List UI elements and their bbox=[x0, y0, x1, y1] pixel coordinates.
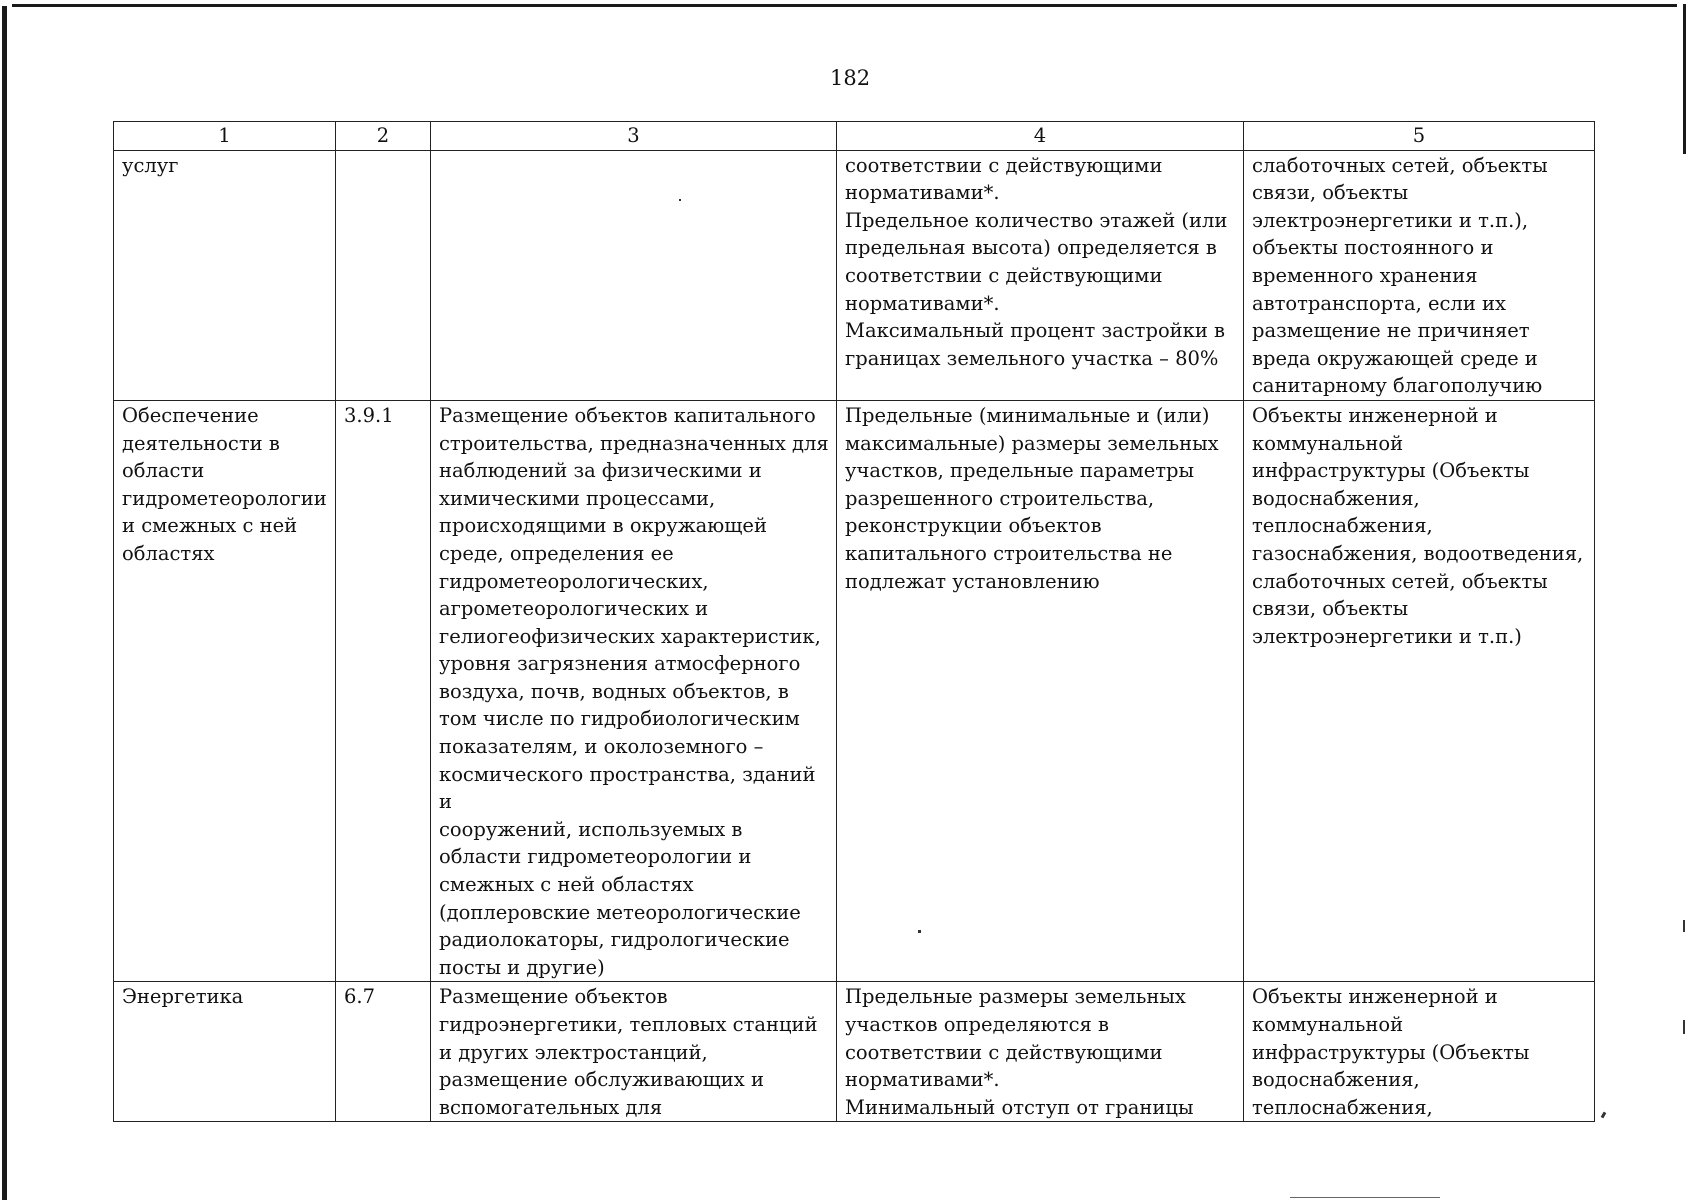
table-row bbox=[114, 150, 1595, 400]
scan-speck bbox=[1683, 920, 1685, 932]
column-header-5: 5 bbox=[1244, 122, 1595, 151]
row-3-col-3 bbox=[431, 982, 837, 1122]
land-use-table bbox=[113, 121, 1595, 1122]
cell-text: соответствии с действующими нормативами*. Предельное количество этажей (или предельная высота) определяется в соответствии с действующими нормативами*. Максимальный процент застройки в границах земельного участка – 80% bbox=[845, 153, 1228, 370]
column-header-4: 4 bbox=[837, 122, 1244, 151]
cell-text: Размещение объектов гидроэнергетики, тепловых станций и других электростанций, размещение обслуживающих и вспомогательных для bbox=[439, 985, 818, 1119]
row-1-col-2 bbox=[336, 150, 431, 400]
column-header-1: 1 bbox=[114, 122, 336, 151]
scan-speck bbox=[1601, 1112, 1607, 1119]
row-2-col-5 bbox=[1244, 400, 1595, 981]
row-3-col-4 bbox=[837, 982, 1244, 1122]
scan-line bbox=[1290, 1197, 1440, 1198]
cell-text: Энергетика bbox=[122, 985, 244, 1009]
cell-text: Размещение объектов капитального строительства, предназначенных для наблюдений за физическими и химическими процессами, происходящими в окружающей среде, определения ее гидрометеорологических, агрометеорологических и гелиогеофизических характеристик, уровня загрязнения атмосферного воздуха, почв, водных объектов, в том числе по гидробиологическим показателям, и околоземного – космического пространства, зданий и сооружений, используемых в области гидрометеорологии и смежных с ней областях (доплеровские метеорологические радиолокаторы, гидрологические посты и другие) bbox=[439, 403, 829, 979]
row-1-col-3 bbox=[431, 150, 837, 400]
cell-text: Предельные размеры земельных участков определяются в соответствии с действующими нормативами*. Минимальный отступ от границы bbox=[845, 985, 1194, 1119]
scan-edge-right bbox=[1683, 4, 1686, 154]
cell-text: Объекты инженерной и коммунальной инфраструктуры (Объекты водоснабжения, теплоснабжения, газоснабжения, водоотведения, слаботочных сетей, объекты связи, объекты электроэнергетики и т.п.) bbox=[1252, 403, 1584, 648]
row-2-col-3 bbox=[431, 400, 837, 981]
row-1-col-1 bbox=[114, 150, 336, 400]
column-header-2: 2 bbox=[336, 122, 431, 151]
table-row bbox=[114, 982, 1595, 1122]
scan-speck bbox=[1683, 1020, 1685, 1034]
cell-text: Предельные (минимальные и (или) максимальные) размеры земельных участков, предельные параметры разрешенного строительства, реконструкции объектов капитального строительства не подлежат установлению bbox=[845, 403, 1219, 593]
row-2-col-1 bbox=[114, 400, 336, 981]
row-1-col-4 bbox=[837, 150, 1244, 400]
row-3-col-1 bbox=[114, 982, 336, 1122]
cell-text: слаботочных сетей, объекты связи, объекты электроэнергетики и т.п.), объекты постоянного и временного хранения автотранспорта, если их размещение не причиняет вреда окружающей среде и санитарному благополучию bbox=[1252, 153, 1548, 398]
cell-text: Объекты инженерной и коммунальной инфраструктуры (Объекты водоснабжения, теплоснабжения, bbox=[1252, 985, 1530, 1119]
cell-text: услуг bbox=[122, 153, 179, 177]
scan-speck bbox=[918, 930, 921, 933]
cell-text: 3.9.1 bbox=[344, 403, 394, 427]
scan-edge-left bbox=[2, 6, 7, 1200]
column-header-3: 3 bbox=[431, 122, 837, 151]
page-number: 182 bbox=[830, 66, 871, 90]
row-3-col-2 bbox=[336, 982, 431, 1122]
scan-edge-top bbox=[12, 4, 1677, 7]
table-row bbox=[114, 400, 1595, 981]
row-2-col-4 bbox=[837, 400, 1244, 981]
cell-text: Обеспечение деятельности в области гидрометеорологии и смежных с ней областях bbox=[122, 403, 327, 565]
cell-text: 6.7 bbox=[344, 985, 376, 1009]
table-header-row bbox=[114, 122, 1595, 151]
row-2-col-2 bbox=[336, 400, 431, 981]
row-1-col-5 bbox=[1244, 150, 1595, 400]
row-3-col-5 bbox=[1244, 982, 1595, 1122]
scan-speck bbox=[679, 199, 681, 201]
